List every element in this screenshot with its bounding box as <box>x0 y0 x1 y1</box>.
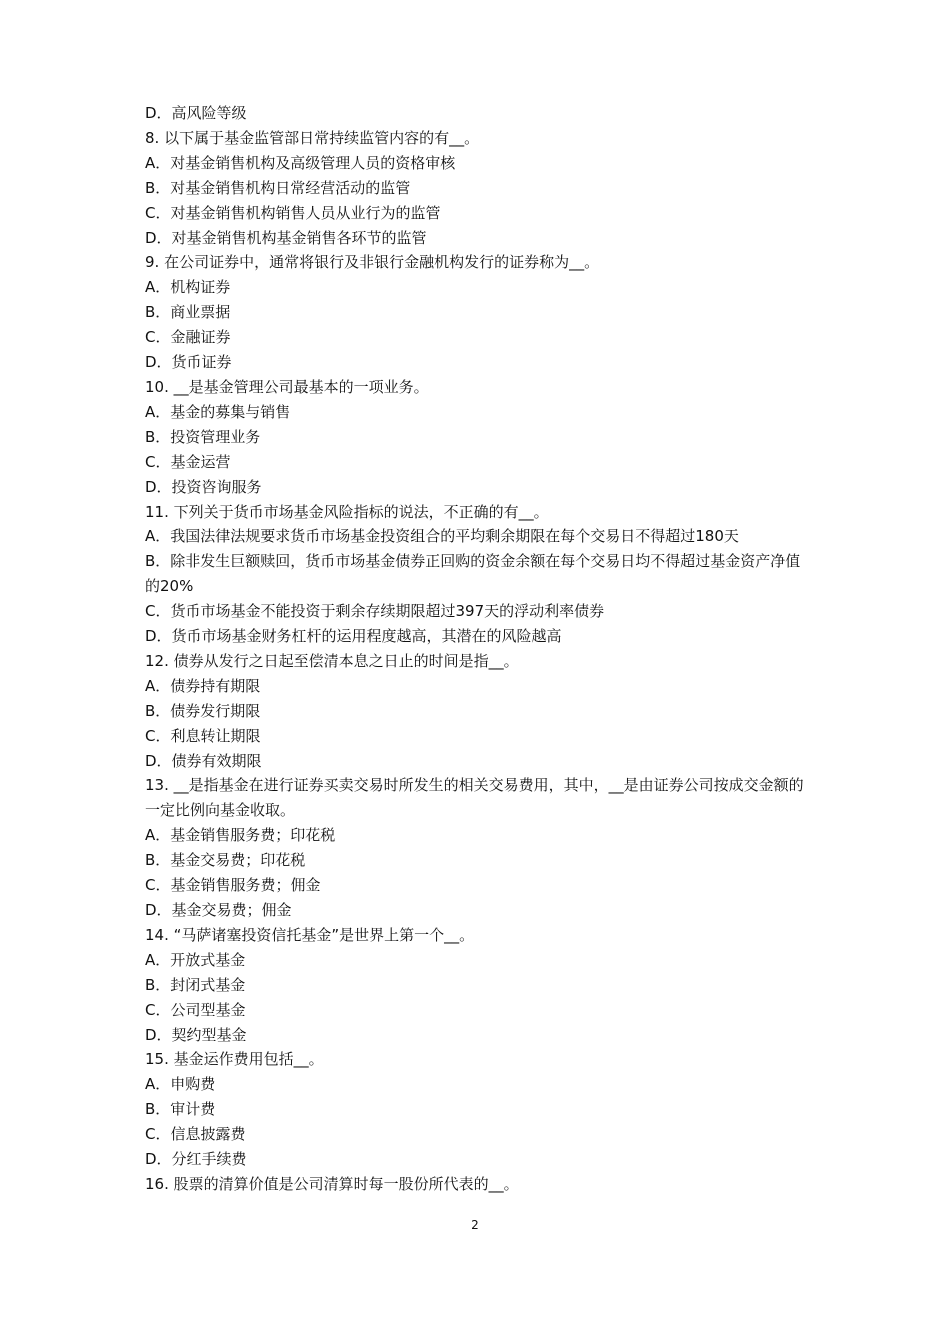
question-line: 15. 基金运作费用包括__。 <box>145 1050 324 1069</box>
question-line: 8. 以下属于基金监管部日常持续监管内容的有__。 <box>145 128 480 147</box>
option-line: D．投资咨询服务 <box>145 477 262 496</box>
option-line: A．基金销售服务费；印花税 <box>145 826 336 845</box>
option-line: B．商业票据 <box>145 303 231 322</box>
option-line: B．投资管理业务 <box>145 427 261 446</box>
question-line: 16. 股票的清算价值是公司清算时每一股份所代表的__。 <box>145 1174 519 1193</box>
option-line: D．货币证券 <box>145 353 232 372</box>
question-line: 10. __是基金管理公司最基本的一项业务。 <box>145 377 429 396</box>
option-line: A．债券持有期限 <box>145 676 261 695</box>
option-line: C．公司型基金 <box>145 1000 246 1019</box>
option-line: A．机构证券 <box>145 278 231 297</box>
question-line: 12. 债券从发行之日起至偿清本息之日止的时间是指__。 <box>145 651 519 670</box>
option-line: B．除非发生巨额赎回，货币市场基金债券正回购的资金余额在每个交易日均不得超过基金资产净值的20% <box>145 552 801 596</box>
option-line: C．基金销售服务费；佣金 <box>145 876 321 895</box>
question-line: 9. 在公司证券中，通常将银行及非银行金融机构发行的证券称为__。 <box>145 253 600 272</box>
question-line: 13. __是指基金在进行证券买卖交易时所发生的相关交易费用，其中，__是由证券公司按成交金额的一定比例向基金收取。 <box>145 776 804 820</box>
option-line: D．货币市场基金财务杠杆的运用程度越高，其潜在的风险越高 <box>145 627 562 646</box>
question-line: 14. “马萨诸塞投资信托基金”是世界上第一个__。 <box>145 925 475 944</box>
option-line: B．封闭式基金 <box>145 975 246 994</box>
option-line: A．对基金销售机构及高级管理人员的资格审核 <box>145 153 456 172</box>
option-line: A．我国法律法规要求货币市场基金投资组合的平均剩余期限在每个交易日不得超过180天 <box>145 527 739 546</box>
option-line: C．金融证券 <box>145 328 231 347</box>
option-line: B．对基金销售机构日常经营活动的监管 <box>145 178 411 197</box>
option-line: C．信息披露费 <box>145 1125 246 1144</box>
option-line: C．货币市场基金不能投资于剩余存续期限超过397天的浮动利率债券 <box>145 602 605 621</box>
option-line: C．对基金销售机构销售人员从业行为的监管 <box>145 203 441 222</box>
page-number: 2 <box>471 1218 479 1232</box>
option-line: C．利息转让期限 <box>145 726 261 745</box>
option-line: C．基金运营 <box>145 452 231 471</box>
option-line: B．债券发行期限 <box>145 701 261 720</box>
option-line: A．申购费 <box>145 1075 216 1094</box>
option-line: B．审计费 <box>145 1100 216 1119</box>
option-line: B．基金交易费；印花税 <box>145 851 306 870</box>
option-line: D．债券有效期限 <box>145 751 262 770</box>
option-line: D．契约型基金 <box>145 1025 247 1044</box>
page-content <box>145 101 810 1197</box>
option-line: A．开放式基金 <box>145 950 246 969</box>
option-line: D．基金交易费；佣金 <box>145 901 292 919</box>
option-line: D．对基金销售机构基金销售各环节的监管 <box>145 228 427 247</box>
option-line: A．基金的募集与销售 <box>145 402 291 421</box>
question-line: 11. 下列关于货币市场基金风险指标的说法，不正确的有__。 <box>145 502 549 521</box>
option-line: D．高风险等级 <box>145 104 247 122</box>
option-line: D．分红手续费 <box>145 1150 247 1169</box>
